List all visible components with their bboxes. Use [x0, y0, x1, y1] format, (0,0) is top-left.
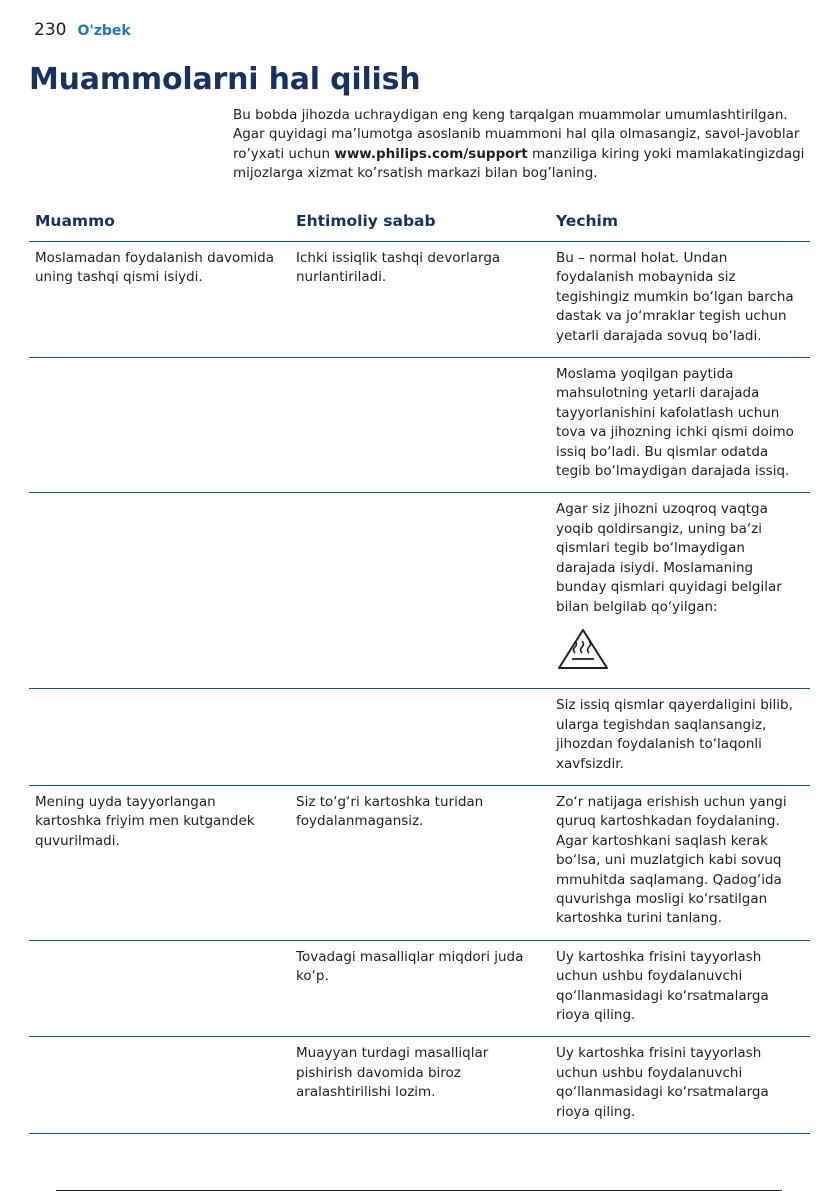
- cause-cell: [290, 493, 550, 689]
- table-row: [29, 493, 810, 689]
- language-label: O'zbek: [77, 23, 131, 39]
- solution-cell: Uy kartoshka frisini tayyorlash uchun ushbu foydalanuvchi qo‘llanmasidagi ko‘rsatmalarga rioya qiling.: [550, 1037, 810, 1134]
- solution-cell: Siz issiq qismlar qayerdaligini bilib, ularga tegishdan saqlansangiz, jihozdan foydalanish to‘laqonli xavfsizdir.: [550, 689, 810, 786]
- table-row: [29, 358, 810, 493]
- header-cause: Ehtimoliy sabab: [290, 208, 550, 242]
- support-link[interactable]: www.philips.com/support: [334, 145, 528, 162]
- header-solution: Yechim: [550, 208, 810, 242]
- page-header: [34, 20, 131, 40]
- problem-cell: [29, 358, 290, 493]
- intro-text-end: manziliga kiring yoki mamlakatingizdagi mijozlarga xizmat ko’rsatish markazi bilan bog’laning.: [233, 145, 805, 182]
- cause-cell: [290, 358, 550, 493]
- page-title: Muammolarni hal qilish: [29, 62, 421, 97]
- cause-cell: Muayyan turdagi masalliqlar pishirish davomida biroz aralashtirilishi lozim.: [290, 1037, 550, 1134]
- troubleshooting-table: [29, 208, 810, 1134]
- table-row: [29, 785, 810, 940]
- header-problem: Muammo: [29, 208, 290, 242]
- cause-cell: [290, 689, 550, 786]
- cause-cell: Tovadagi masalliqlar miqdori juda ko‘p.: [290, 940, 550, 1037]
- problem-cell: [29, 493, 290, 689]
- solution-cell: [550, 493, 810, 689]
- problem-cell: [29, 689, 290, 786]
- cause-cell: Siz to‘g‘ri kartoshka turidan foydalanmagansiz.: [290, 785, 550, 940]
- intro-text-start: Bu bobda jihozda uchraydigan eng keng tarqalgan muammolar umumlashtirilgan. Agar quyidagi ma’lumotga asoslanib muammoni hal qila olmasangiz, savol-javoblar ro’yxati uchun: [233, 107, 800, 162]
- cause-cell: Ichki issiqlik tashqi devorlarga nurlantiriladi.: [290, 242, 550, 358]
- solution-text: Agar siz jihozni uzoqroq vaqtga yoqib qoldirsangiz, uning ba‘zi qismlari tegib bo‘lmaydigan darajada isiydi. Moslamaning bunday qismlari quyidagi belgilar bilan belgilab qo‘yilgan:: [556, 501, 782, 615]
- problem-cell: [29, 1037, 290, 1134]
- table-header-row: [29, 208, 810, 242]
- page-number: 230: [34, 20, 67, 40]
- table-row: [29, 689, 810, 786]
- problem-cell: [29, 940, 290, 1037]
- solution-cell: Moslama yoqilgan paytida mahsulotning yetarli darajada tayyorlanishini kafolatlash uchun tova va jihozning ichki qismi doimo issiq bo‘ladi. Bu qismlar odatda tegib bo‘lmaydigan darajada issiq.: [550, 358, 810, 493]
- problem-cell: Moslamadan foydalanish davomida uning tashqi qismi isiydi.: [29, 242, 290, 358]
- hot-surface-warning-icon: [556, 627, 804, 677]
- table-row: [29, 940, 810, 1037]
- table-row: [29, 242, 810, 358]
- problem-cell: Mening uyda tayyorlangan kartoshka friyim men kutgandek quvurilmadi.: [29, 785, 290, 940]
- intro-paragraph: [233, 106, 813, 184]
- solution-cell: Zo‘r natijaga erishish uchun yangi quruq kartoshkadan foydalaning. Agar kartoshkani saqlash kerak bo‘lsa, uni muzlatgich kabi sovuq mmuhitda saqlamang. Qadog‘ida quvurishga mosligi ko‘rsatilgan kartoshka turini tanlang.: [550, 785, 810, 940]
- table-row: [29, 1037, 810, 1134]
- solution-cell: Bu – normal holat. Undan foydalanish mobaynida siz tegishingiz mumkin bo‘lgan barcha dastak va jo‘mraklar tegish uchun yetarli darajada sovuq bo‘ladi.: [550, 242, 810, 358]
- solution-cell: Uy kartoshka frisini tayyorlash uchun ushbu foydalanuvchi qo‘llanmasidagi ko‘rsatmalarga rioya qiling.: [550, 940, 810, 1037]
